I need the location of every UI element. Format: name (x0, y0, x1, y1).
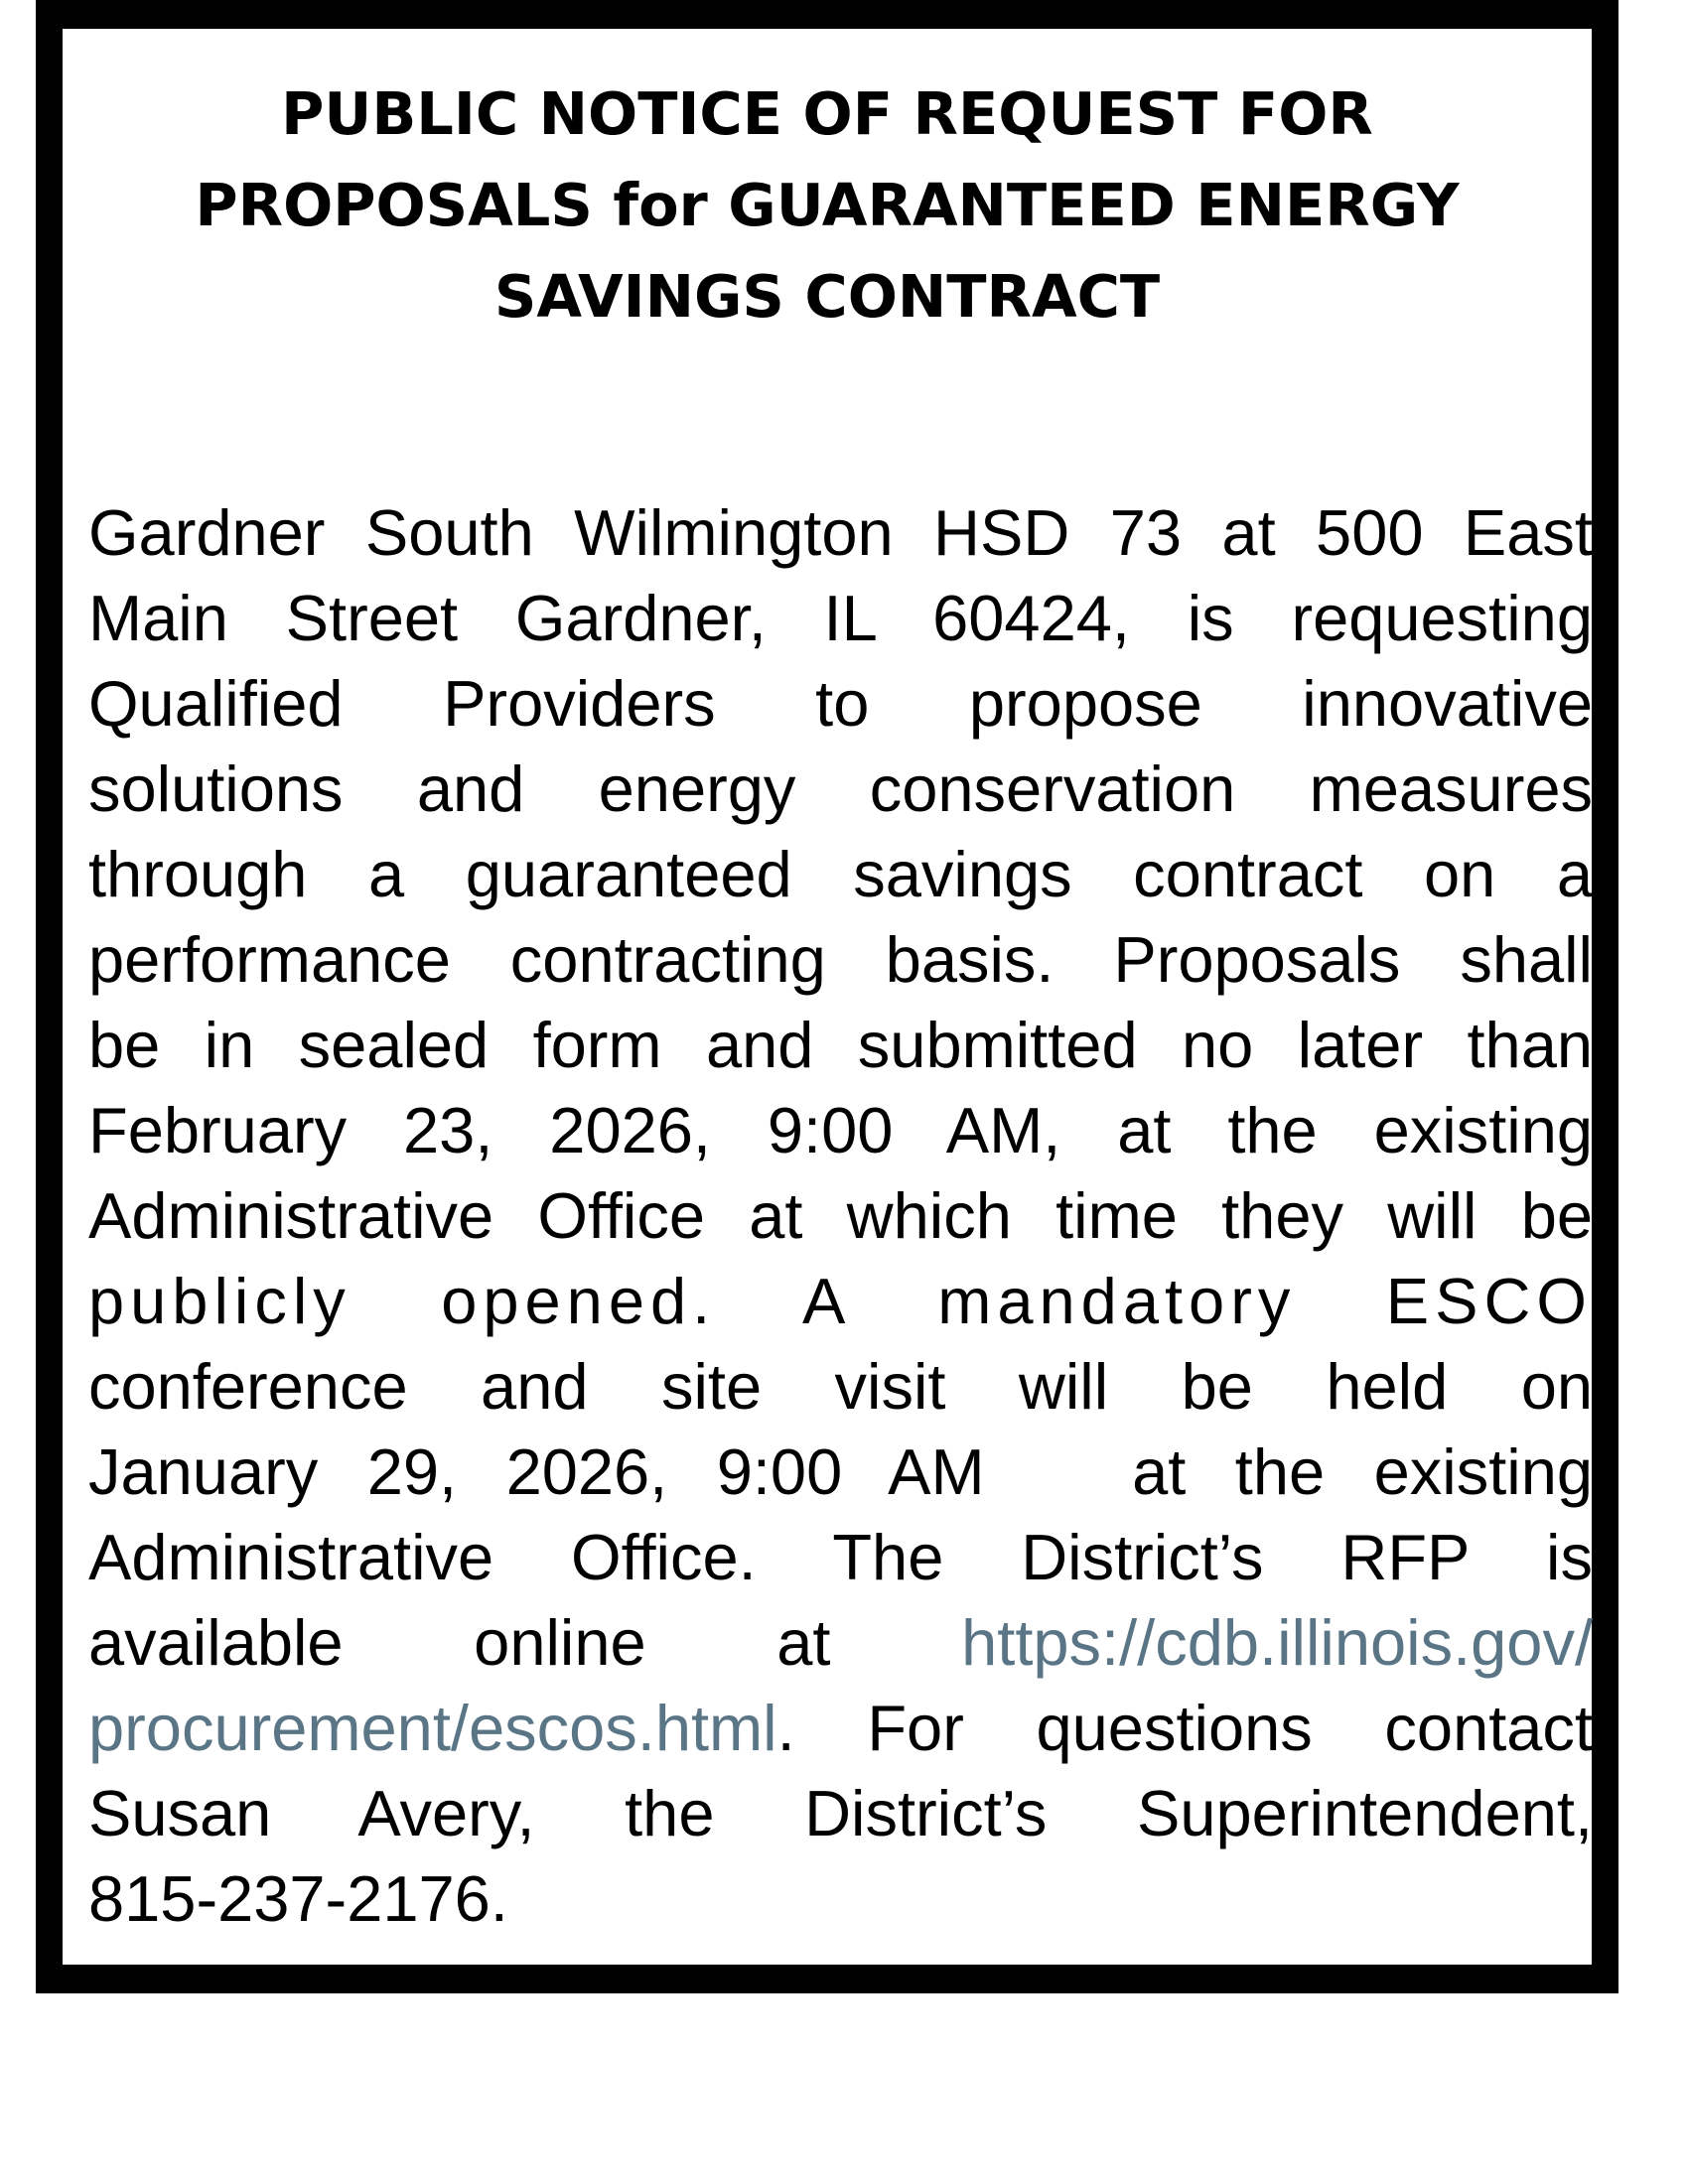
phone-number: 815-237-2176. (88, 1862, 508, 1935)
body-line-16: Susan Avery, the District’s Superintendent, (88, 1777, 1593, 1849)
notice-title (102, 68, 1552, 342)
body-line-13: Administrative Office. The District’s RFP is (88, 1521, 1593, 1593)
body-line-3: Qualified Providers to propose innovative (88, 667, 1593, 740)
notice-border-box (36, 0, 1618, 1993)
body-line-12: January 29, 2026, 9:00 AM at the existing (88, 1435, 1593, 1508)
body-line-6: performance contracting basis. Proposals shall (88, 923, 1593, 996)
online-label: available online at (88, 1606, 831, 1679)
body-line-2: Main Street Gardner, IL 60424, is requesting (88, 582, 1593, 654)
body-line-8: February 23, 2026, 9:00 AM, at the existing (88, 1094, 1593, 1166)
rfp-link-part-2[interactable]: procurement/escos.html (88, 1692, 777, 1764)
title-line-3: SAVINGS CONTRACT (493, 262, 1161, 331)
rfp-link-part-1[interactable]: https://cdb.illinois.gov/ (961, 1606, 1594, 1679)
body-line-15 (88, 1686, 1593, 1771)
contact-intro: . For questions contact (776, 1692, 1593, 1764)
notice-body (88, 490, 1593, 1942)
body-line-4: solutions and energy conservation measures (88, 752, 1593, 825)
body-line-7: be in sealed form and submitted no later than (88, 1009, 1593, 1081)
body-line-10: publicly opened. A mandatory ESCO (88, 1265, 1593, 1337)
body-line-1: Gardner South Wilmington HSD 73 at 500 East (88, 496, 1593, 569)
body-line-5: through a guaranteed savings contract on a (88, 838, 1593, 910)
title-line-2: PROPOSALS for GUARANTEED ENERGY (195, 171, 1460, 239)
body-line-14 (88, 1600, 1593, 1686)
body-line-9: Administrative Office at which time they will be (88, 1179, 1593, 1252)
title-line-1: PUBLIC NOTICE OF REQUEST FOR (281, 79, 1373, 148)
body-line-11: conference and site visit will be held on (88, 1350, 1593, 1423)
